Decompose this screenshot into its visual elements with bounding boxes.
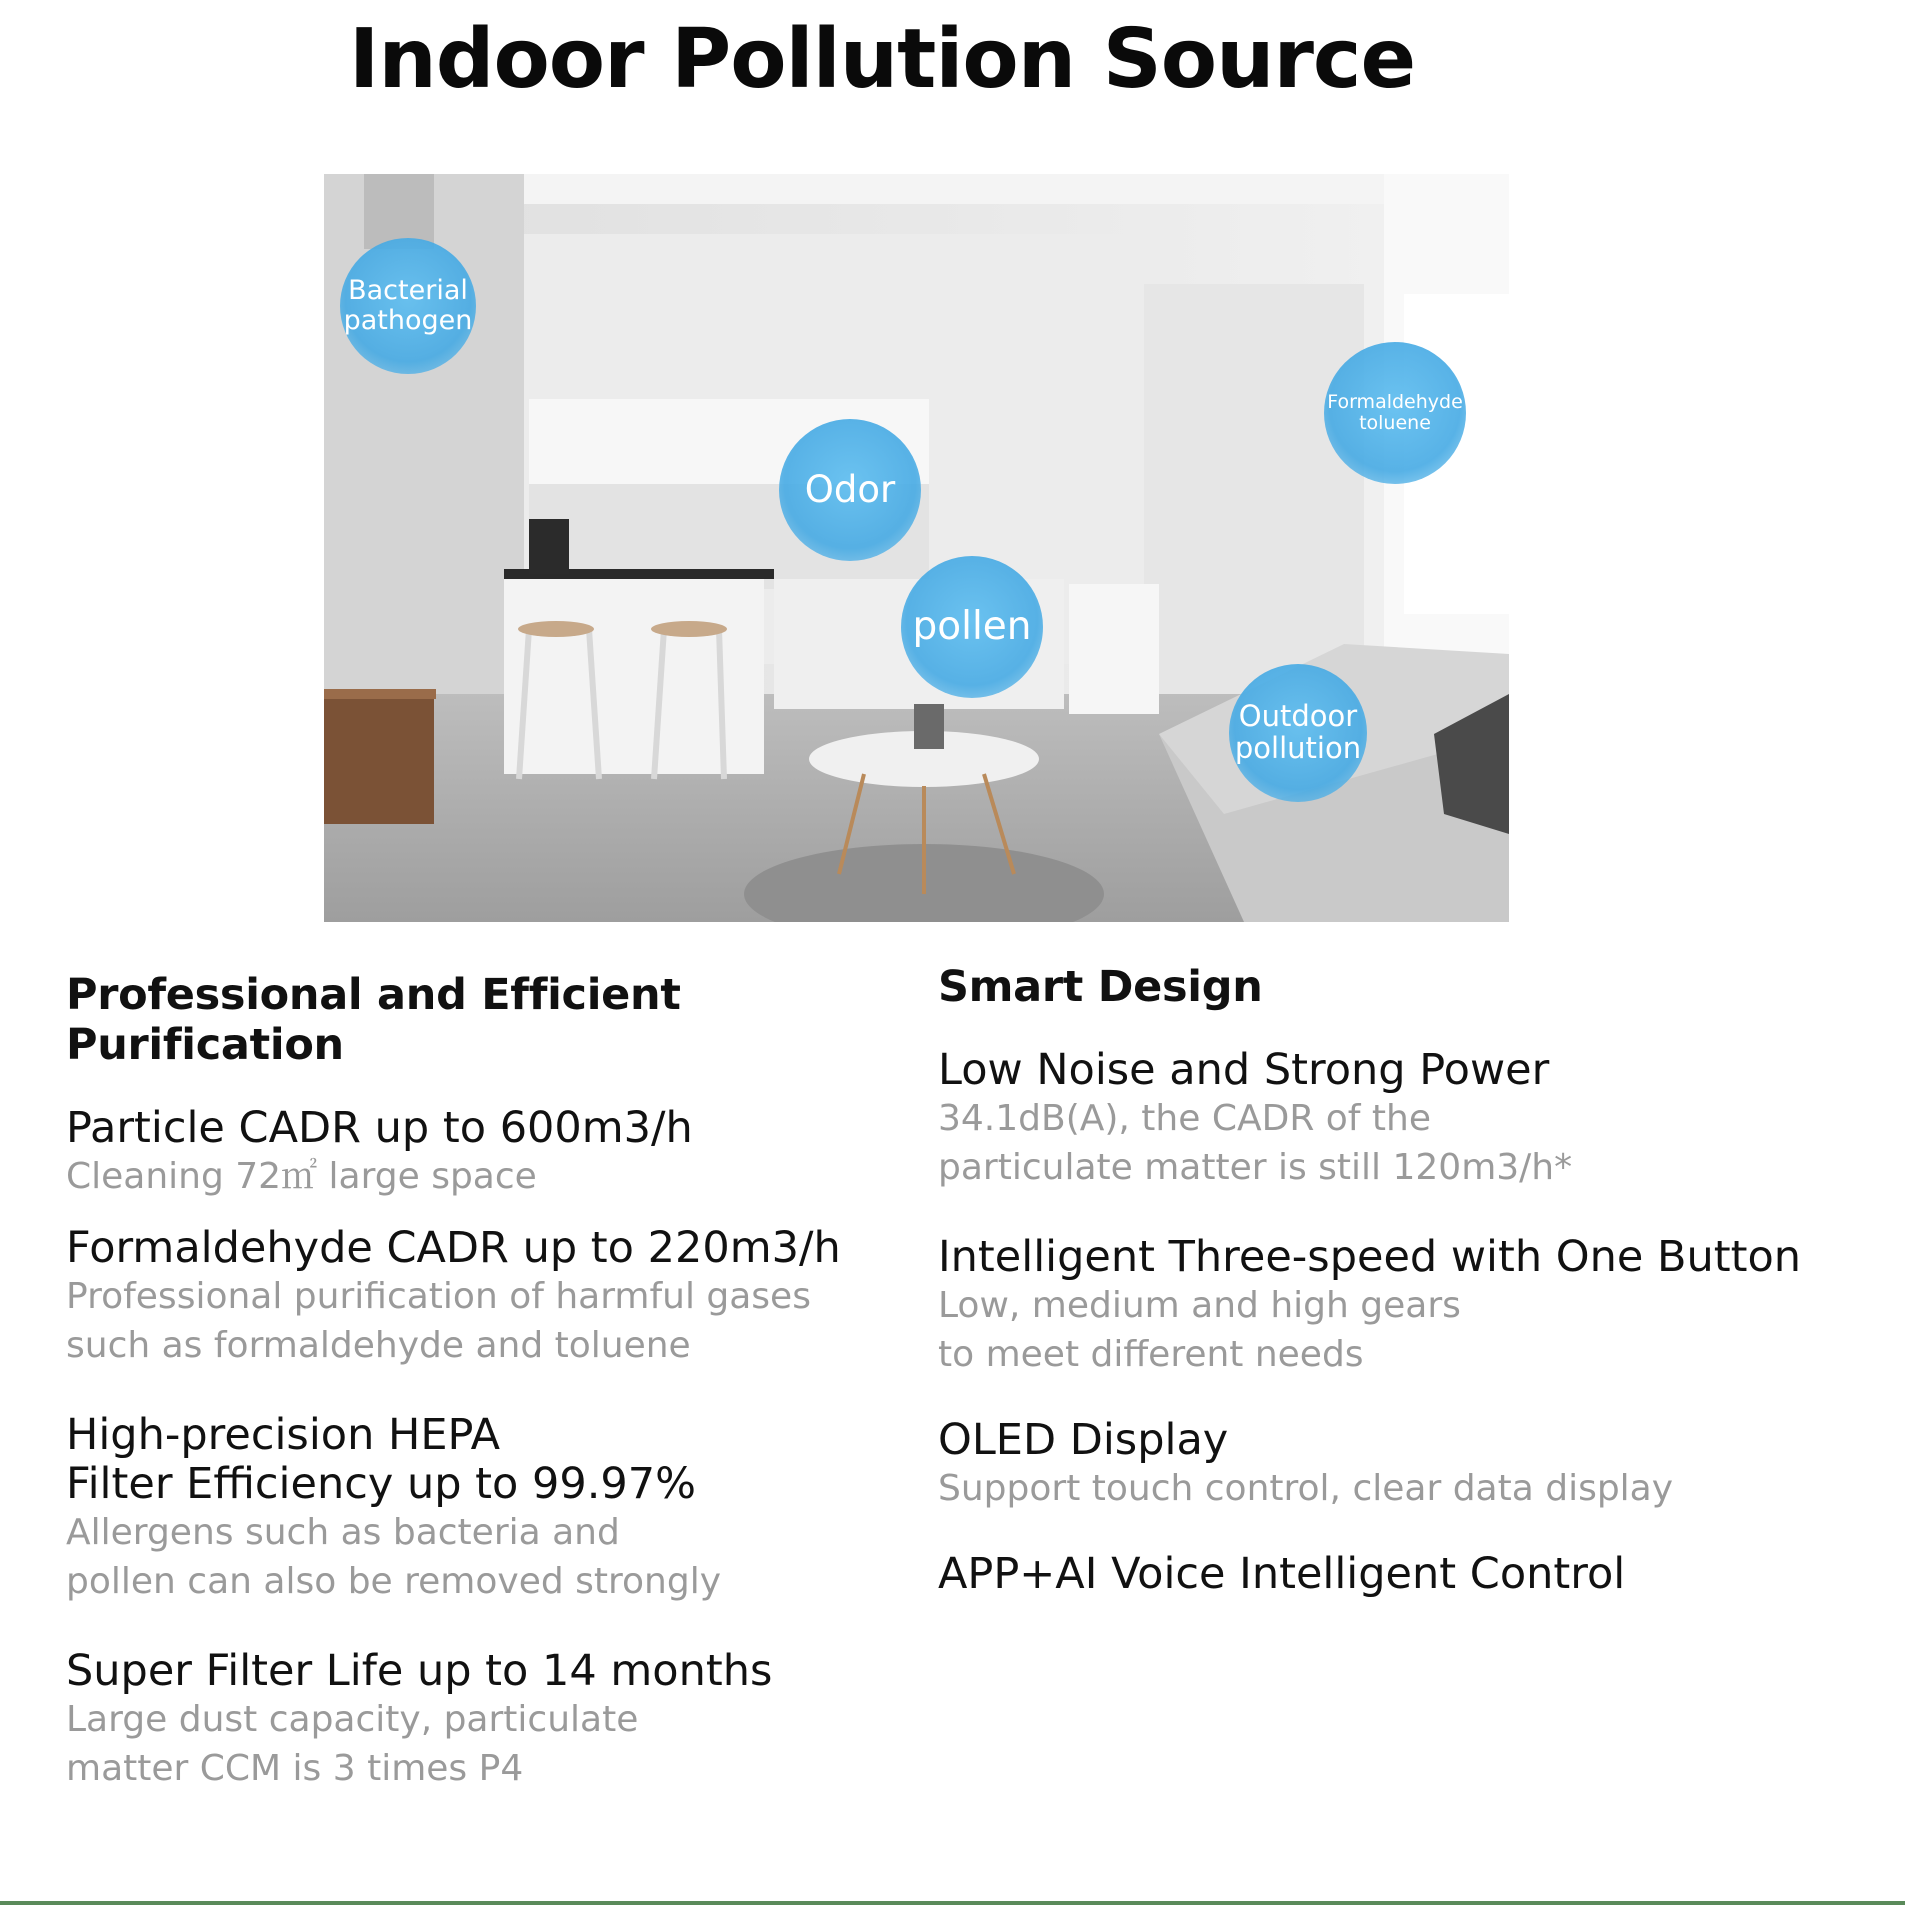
- bubble-label: pollen: [912, 603, 1032, 649]
- feature-description: Professional purification of harmful gases such as formaldehyde and toluene: [66, 1275, 811, 1366]
- bubble-label: Bacterial pathogen: [343, 275, 473, 336]
- bubble-label: Outdoor pollution: [1234, 699, 1362, 765]
- bacterial-pathogen-bubble: [340, 238, 476, 374]
- feature-description: Cleaning 72㎡ large space: [66, 1156, 537, 1198]
- feature-title: OLED Display: [938, 1414, 1229, 1465]
- feature-item: [938, 1046, 1838, 1193]
- feature-item: [66, 1411, 886, 1607]
- feature-title: Super Filter Life up to 14 months: [66, 1645, 773, 1696]
- feature-item: [938, 1550, 1838, 1599]
- room-illustration: [324, 174, 1509, 922]
- feature-title: Particle CADR up to 600m3/h: [66, 1103, 693, 1153]
- feature-title: Intelligent Three-speed with One Button: [938, 1231, 1802, 1282]
- outdoor-pollution-bubble: [1229, 664, 1367, 802]
- pollen-bubble: [901, 556, 1043, 698]
- feature-item: [66, 1224, 886, 1371]
- feature-description: 34.1dB(A), the CADR of the particulate matter is still 120m3/h*: [938, 1098, 1573, 1188]
- feature-description: Allergens such as bacteria and pollen can also be removed strongly: [66, 1511, 722, 1602]
- bottom-divider: [0, 1901, 1905, 1905]
- feature-item: [66, 1647, 886, 1794]
- feature-description: Support touch control, clear data display: [938, 1467, 1674, 1509]
- feature-title: APP+AI Voice Intelligent Control: [938, 1548, 1626, 1599]
- living-room-image: [324, 174, 1509, 922]
- feature-item: [938, 1233, 1838, 1380]
- feature-item: [66, 1104, 886, 1202]
- feature-description: Large dust capacity, particulate matter CCM is 3 times P4: [66, 1698, 639, 1789]
- formaldehyde-toluene-bubble: [1324, 342, 1466, 484]
- feature-title: High-precision HEPA Filter Efficiency up to 99.97%: [66, 1409, 696, 1509]
- feature-title: Formaldehyde CADR up to 220m3/h: [66, 1222, 841, 1273]
- bubble-label: Formaldehyde toluene: [1327, 391, 1463, 434]
- purification-section: [66, 970, 886, 1794]
- bubble-label: Odor: [804, 467, 896, 511]
- section-heading: Smart Design: [938, 962, 1263, 1012]
- feature-title: Low Noise and Strong Power: [938, 1045, 1550, 1095]
- feature-item: [938, 1416, 1838, 1514]
- smart-design-section: [938, 962, 1838, 1599]
- odor-bubble: [779, 419, 921, 561]
- section-heading: Professional and Efficient Purification: [66, 970, 681, 1070]
- page-title: Indoor Pollution Source: [348, 12, 1416, 107]
- feature-description: Low, medium and high gears to meet different needs: [938, 1284, 1461, 1375]
